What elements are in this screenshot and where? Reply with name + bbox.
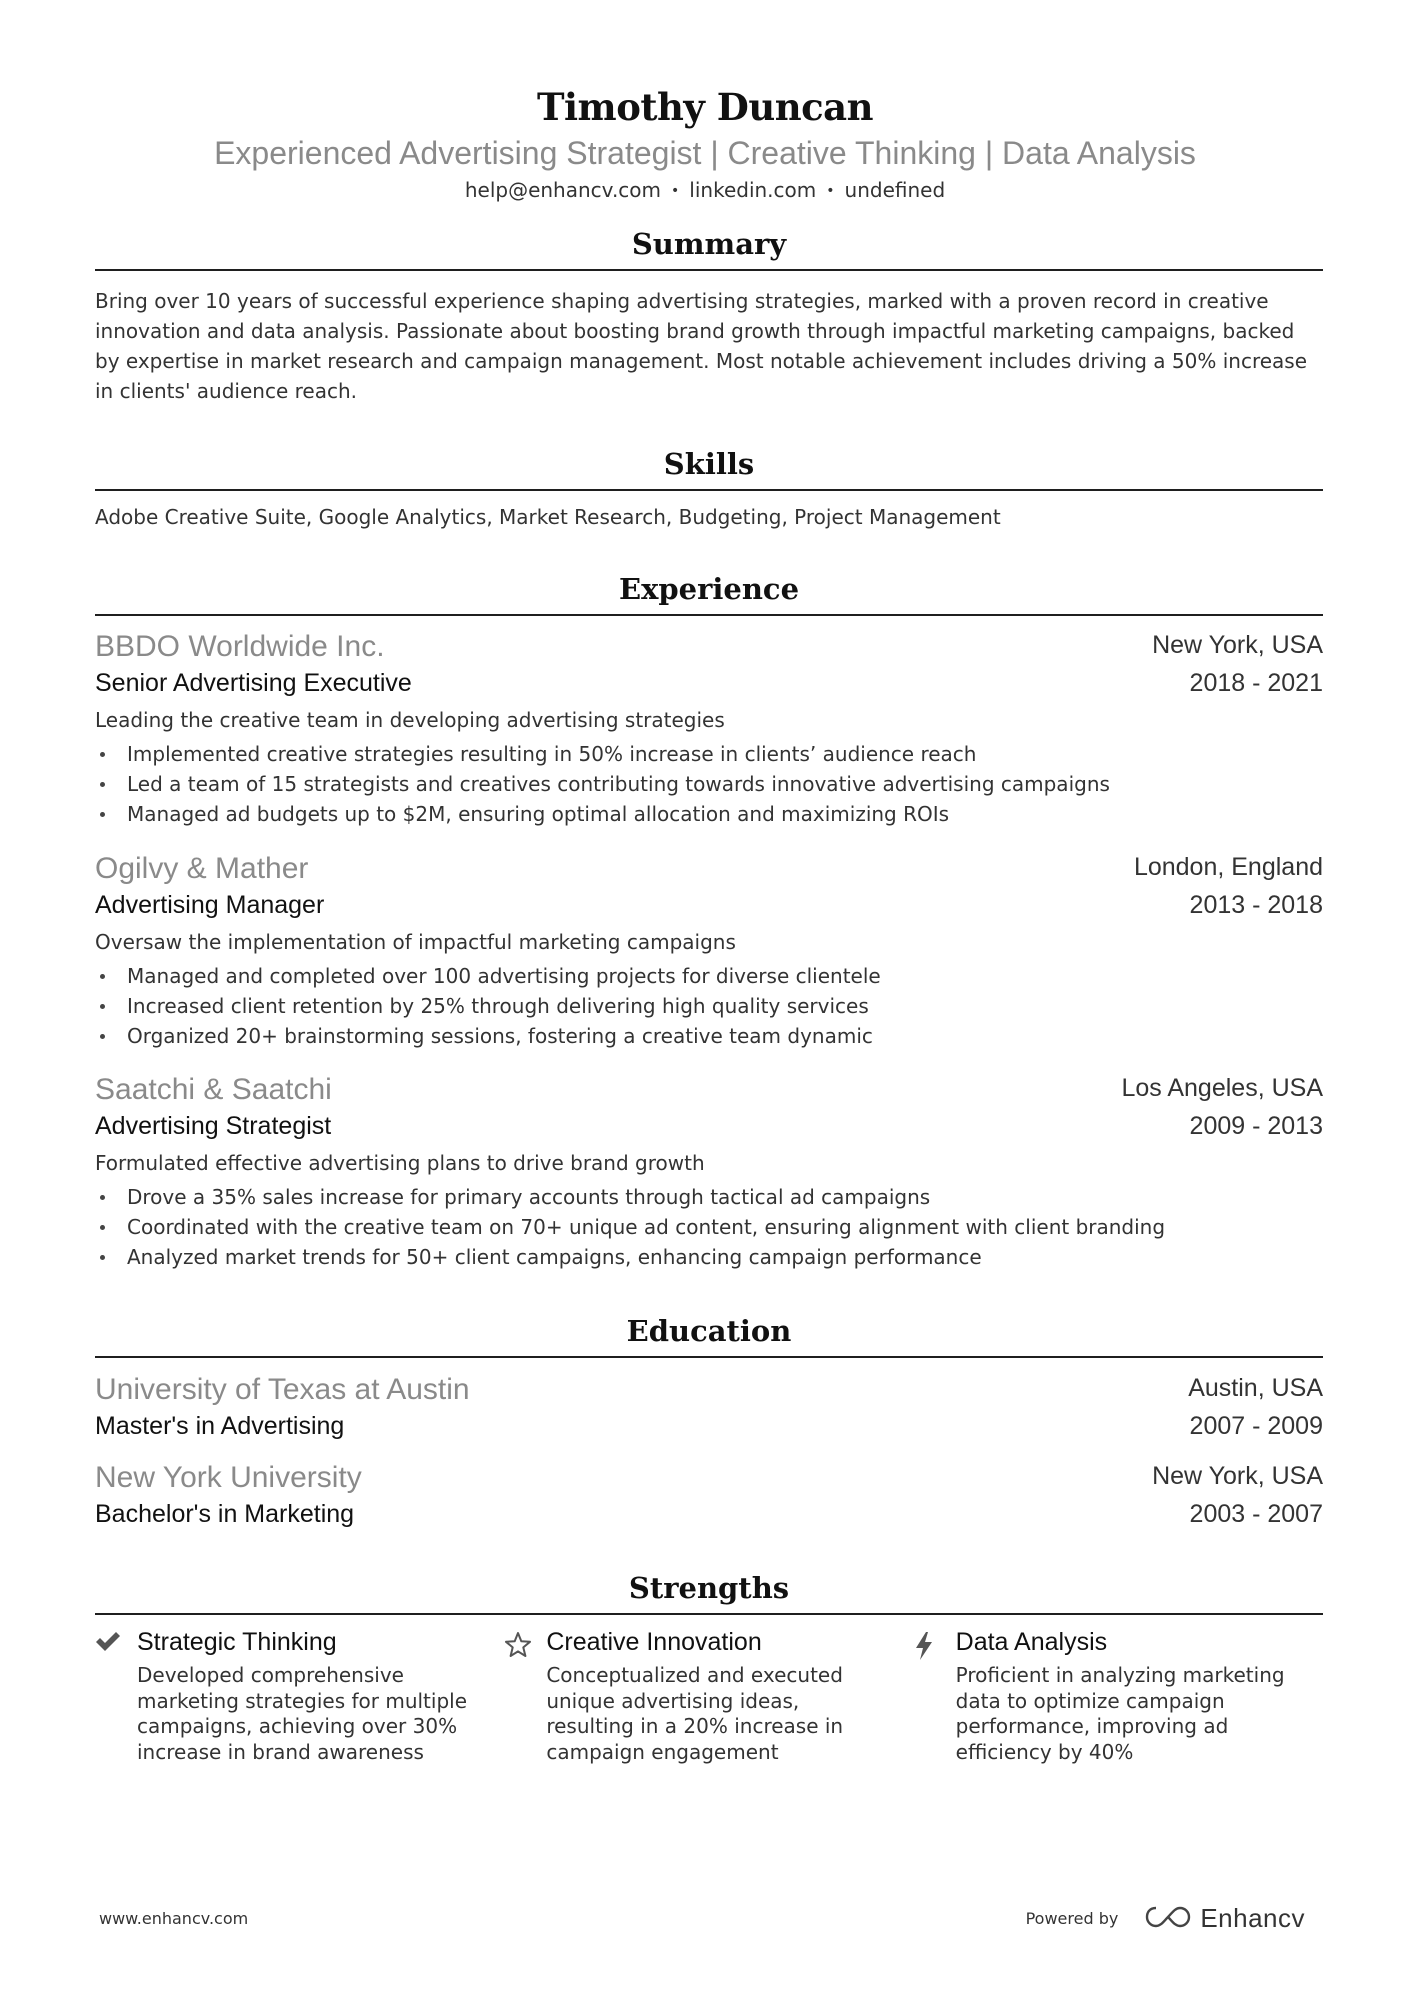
powered-by-label: Powered by bbox=[1025, 1909, 1119, 1928]
skills-section bbox=[95, 445, 1323, 532]
linkedin-link[interactable]: linkedin.com bbox=[689, 178, 817, 202]
strength-title: Creative Innovation bbox=[546, 1628, 762, 1656]
achievement-item: Analyzed market trends for 50+ client campaigns, enhancing campaign performance bbox=[95, 1242, 1323, 1272]
footer-branding bbox=[1026, 1903, 1305, 1934]
experience-entry bbox=[95, 851, 1323, 1051]
achievement-list bbox=[95, 1182, 1323, 1272]
job-dates: 2009 - 2013 bbox=[1189, 1112, 1323, 1140]
skills-text: Adobe Creative Suite, Google Analytics, Market Research, Budgeting, Project Management bbox=[95, 505, 1001, 529]
email-link[interactable]: help@enhancv.com bbox=[464, 178, 662, 202]
school-location: Austin, USA bbox=[1188, 1374, 1323, 1402]
achievement-list bbox=[95, 739, 1323, 829]
contact-separator: • bbox=[826, 183, 835, 199]
job-description: Leading the creative team in developing advertising strategies bbox=[95, 708, 725, 732]
checkmark-icon bbox=[95, 1625, 137, 1765]
achievement-item: Organized 20+ brainstorming sessions, fostering a creative team dynamic bbox=[95, 1021, 1323, 1051]
section-divider bbox=[95, 489, 1323, 491]
enhancv-logo-icon bbox=[1144, 1904, 1192, 1934]
contact-info bbox=[0, 176, 1410, 205]
achievement-item: Drove a 35% sales increase for primary accounts through tactical ad campaigns bbox=[95, 1182, 1323, 1212]
degree: Bachelor's in Marketing bbox=[95, 1500, 355, 1528]
job-title: Advertising Strategist bbox=[95, 1112, 332, 1140]
job-dates: 2013 - 2018 bbox=[1189, 891, 1323, 919]
section-divider bbox=[95, 269, 1323, 271]
experience-entry bbox=[95, 629, 1323, 829]
strength-title: Data Analysis bbox=[955, 1628, 1108, 1656]
strength-item bbox=[914, 1625, 1323, 1765]
strengths-section bbox=[95, 1569, 1323, 1765]
footer-website-link[interactable]: www.enhancv.com bbox=[99, 1909, 249, 1928]
achievement-item: Increased client retention by 25% through delivering high quality services bbox=[95, 991, 1323, 1021]
achievement-item: Managed and completed over 100 advertising projects for diverse clientele bbox=[95, 961, 1323, 991]
job-dates: 2018 - 2021 bbox=[1189, 669, 1323, 697]
education-entry bbox=[95, 1460, 1323, 1532]
achievement-item: Led a team of 15 strategists and creatives contributing towards innovative advertising campaigns bbox=[95, 769, 1323, 799]
degree: Master's in Advertising bbox=[95, 1412, 345, 1440]
job-description: Oversaw the implementation of impactful marketing campaigns bbox=[95, 930, 736, 954]
extra-contact: undefined bbox=[844, 178, 946, 202]
experience-section bbox=[95, 570, 1323, 616]
achievement-item: Coordinated with the creative team on 70+ unique ad content, ensuring alignment with client branding bbox=[95, 1212, 1323, 1242]
section-title-skills: Skills bbox=[663, 447, 755, 481]
job-location: London, England bbox=[1133, 853, 1323, 881]
section-title-education: Education bbox=[626, 1314, 792, 1348]
section-title-summary: Summary bbox=[631, 227, 787, 261]
experience-entry bbox=[95, 1072, 1323, 1272]
school-location: New York, USA bbox=[1152, 1462, 1323, 1490]
star-icon bbox=[504, 1625, 546, 1765]
company-name: Ogilvy & Mather bbox=[95, 852, 309, 885]
section-title-experience: Experience bbox=[618, 572, 800, 606]
job-description: Formulated effective advertising plans to drive brand growth bbox=[95, 1151, 705, 1175]
summary-section bbox=[95, 225, 1323, 406]
school-name: University of Texas at Austin bbox=[95, 1373, 470, 1406]
candidate-name: Timothy Duncan bbox=[536, 85, 874, 129]
job-title: Advertising Manager bbox=[95, 891, 325, 919]
job-location: New York, USA bbox=[1152, 631, 1323, 659]
company-name: BBDO Worldwide Inc. bbox=[95, 630, 385, 663]
school-name: New York University bbox=[95, 1461, 362, 1494]
strength-description: Proficient in analyzing marketing data to optimize campaign performance, improving ad efficiency by 40% bbox=[955, 1663, 1285, 1764]
strength-item bbox=[504, 1625, 913, 1765]
education-entry bbox=[95, 1372, 1323, 1444]
job-location: Los Angeles, USA bbox=[1121, 1074, 1323, 1102]
achievement-item: Implemented creative strategies resulting in 50% increase in clients’ audience reach bbox=[95, 739, 1323, 769]
enhancv-brand-name: Enhancv bbox=[1200, 1903, 1305, 1933]
contact-separator: • bbox=[671, 183, 680, 199]
job-title: Senior Advertising Executive bbox=[95, 669, 412, 697]
section-divider bbox=[95, 614, 1323, 616]
strength-item bbox=[95, 1625, 504, 1765]
candidate-tagline: Experienced Advertising Strategist | Creative Thinking | Data Analysis bbox=[214, 135, 1196, 171]
section-divider bbox=[95, 1613, 1323, 1615]
section-title-strengths: Strengths bbox=[628, 1571, 790, 1605]
achievement-list bbox=[95, 961, 1323, 1051]
summary-text: Bring over 10 years of successful experience shaping advertising strategies, marked with a proven record in creative innovation and data analysis. Passionate about boosting brand growth through impactful marketing campaigns, backed by expertise in market research and campaign management. Most notable achievement includes driving a 50% increase in clients' audience reach. bbox=[95, 289, 1308, 403]
lightning-icon bbox=[914, 1625, 956, 1765]
company-name: Saatchi & Saatchi bbox=[95, 1073, 332, 1106]
education-section bbox=[95, 1312, 1323, 1358]
achievement-item: Managed ad budgets up to $2M, ensuring optimal allocation and maximizing ROIs bbox=[95, 799, 1323, 829]
strength-description: Developed comprehensive marketing strategies for multiple campaigns, achieving over 30% increase in brand awareness bbox=[137, 1663, 468, 1764]
strength-title: Strategic Thinking bbox=[137, 1628, 337, 1656]
education-dates: 2003 - 2007 bbox=[1189, 1500, 1323, 1528]
strengths-list bbox=[95, 1625, 1323, 1765]
strength-description: Conceptualized and executed unique advertising ideas, resulting in a 20% increase in campaign engagement bbox=[546, 1663, 844, 1764]
section-divider bbox=[95, 1356, 1323, 1358]
resume-header bbox=[0, 0, 1410, 205]
education-dates: 2007 - 2009 bbox=[1189, 1412, 1323, 1440]
